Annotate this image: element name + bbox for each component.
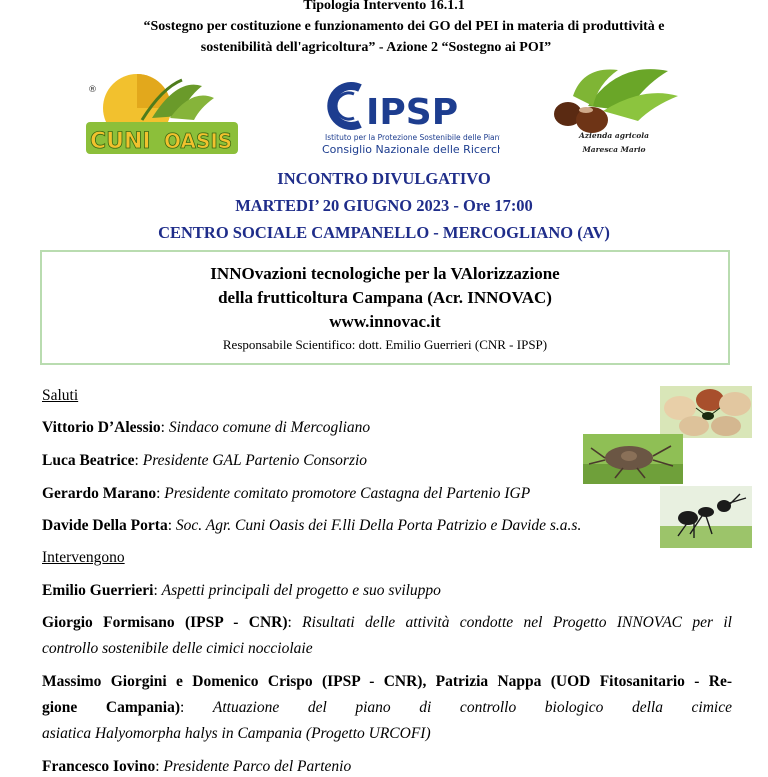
talk-title: Attuazione del piano di controllo biologico della cimice xyxy=(212,699,732,716)
list-item: Gerardo Marano: Presidente comitato promotore Castagna del Partenio IGP xyxy=(42,485,531,502)
ipsp-full-name: Istituto per la Protezione Sostenibile delle Piante xyxy=(325,133,500,142)
speaker-name: Luca Beatrice xyxy=(42,452,135,469)
list-item: Davide Della Porta: Soc. Agr. Cuni Oasis dei F.lli Della Porta Patrizio e Davide s.a.s. xyxy=(42,517,582,534)
event-date: MARTEDI’ 20 GIUGNO 2023 - Ore 17:00 xyxy=(235,196,533,215)
event-place: CENTRO SOCIALE CAMPANELLO - MERCOGLIANO (AV) xyxy=(158,223,610,242)
speaker-name: Vittorio D’Alessio xyxy=(42,419,161,436)
speaker-role: Presidente comitato promotore Castagna del Partenio IGP xyxy=(164,485,531,502)
speaker-names-cont: gione Campania) xyxy=(42,699,180,716)
funding-type-line: Tipologia Intervento 16.1.1 xyxy=(303,0,465,13)
section-saluti: Saluti xyxy=(42,387,79,404)
funding-measure-line: “Sostegno per costituzione e funzionamento dei GO del PEI in materia di produttività e xyxy=(143,19,665,34)
speaker-name: Giorgio Formisano (IPSP - CNR) xyxy=(42,614,288,631)
list-item xyxy=(42,672,732,692)
list-item-cont: gione Campania): Attuazione del piano di controllo biologico della cimice xyxy=(42,699,732,716)
azienda-owner: Maresca Mario xyxy=(582,145,646,154)
speaker-names: Massimo Giorgini e Domenico Crispo (IPSP - CNR), Patrizia Nappa (UOD Fitosanitario - Re- xyxy=(42,673,732,690)
list-item: Francesco Iovino: Presidente Parco del Partenio xyxy=(42,758,352,775)
cuni-oasis-logo xyxy=(82,68,242,158)
azienda-agricola-logo xyxy=(548,66,680,158)
talk-title: Risultati delle attività condotte nel Progetto INNOVAC per il xyxy=(302,614,732,631)
talk-title: Aspetti principali del progetto e suo sviluppo xyxy=(161,582,441,599)
scientific-responsible: Responsabile Scientifico: dott. Emilio Guerrieri (CNR - IPSP) xyxy=(222,337,548,352)
list-item: Giorgio Formisano (IPSP - CNR): Risultati delle attività condotte nel Progetto INNOVAC per il xyxy=(42,614,732,631)
registered-mark: ® xyxy=(88,85,97,95)
cuni-logo-word2: OASIS xyxy=(164,129,233,153)
list-item-cont xyxy=(42,639,732,659)
speaker-role: Presidente GAL Partenio Consorzio xyxy=(142,452,368,469)
azienda-label: Azienda agricola xyxy=(578,131,650,140)
speaker-role: Presidente Parco del Partenio xyxy=(163,758,352,775)
project-title-line1: INNOvazioni tecnologiche per la VAlorizzazione xyxy=(210,264,560,283)
talk-title-cont: controllo sostenibile delle cimici nocciolaie xyxy=(42,640,313,657)
speaker-name: Davide Della Porta xyxy=(42,517,168,534)
funding-action-line: sostenibilità dell'agricoltura” - Azione 2 “Sostegno ai POI” xyxy=(200,40,552,55)
project-website[interactable]: www.innovac.it xyxy=(329,312,441,331)
list-item: Vittorio D’Alessio: Sindaco comune di Mercogliano xyxy=(42,419,371,436)
list-item-cont xyxy=(42,724,732,744)
talk-title-cont: asiatica Halyomorpha halys in Campania (Progetto URCOFI) xyxy=(42,725,431,742)
list-item: Emilio Guerrieri: Aspetti principali del progetto e suo sviluppo xyxy=(42,582,441,599)
speaker-role: Sindaco comune di Mercogliano xyxy=(168,419,371,436)
speaker-name: Francesco Iovino xyxy=(42,758,156,775)
project-title-line2: della frutticoltura Campana (Acr. INNOVAC) xyxy=(218,288,552,307)
speaker-name: Emilio Guerrieri xyxy=(42,582,154,599)
speaker-name: Gerardo Marano xyxy=(42,485,157,502)
cuni-logo-word1: CUNI xyxy=(90,129,151,154)
list-item: Luca Beatrice: Presidente GAL Partenio Consorzio xyxy=(42,452,368,469)
speaker-role: Soc. Agr. Cuni Oasis dei F.lli Della Porta Patrizio e Davide s.a.s. xyxy=(175,517,582,534)
project-box xyxy=(40,250,730,365)
cnr-name: Consiglio Nazionale delle Ricerche xyxy=(322,143,500,156)
ipsp-acronym: IPSP xyxy=(366,92,459,133)
ipsp-cnr-logo xyxy=(320,80,500,158)
event-title: INCONTRO DIVULGATIVO xyxy=(277,169,491,188)
section-intervengono: Intervengono xyxy=(42,549,125,566)
